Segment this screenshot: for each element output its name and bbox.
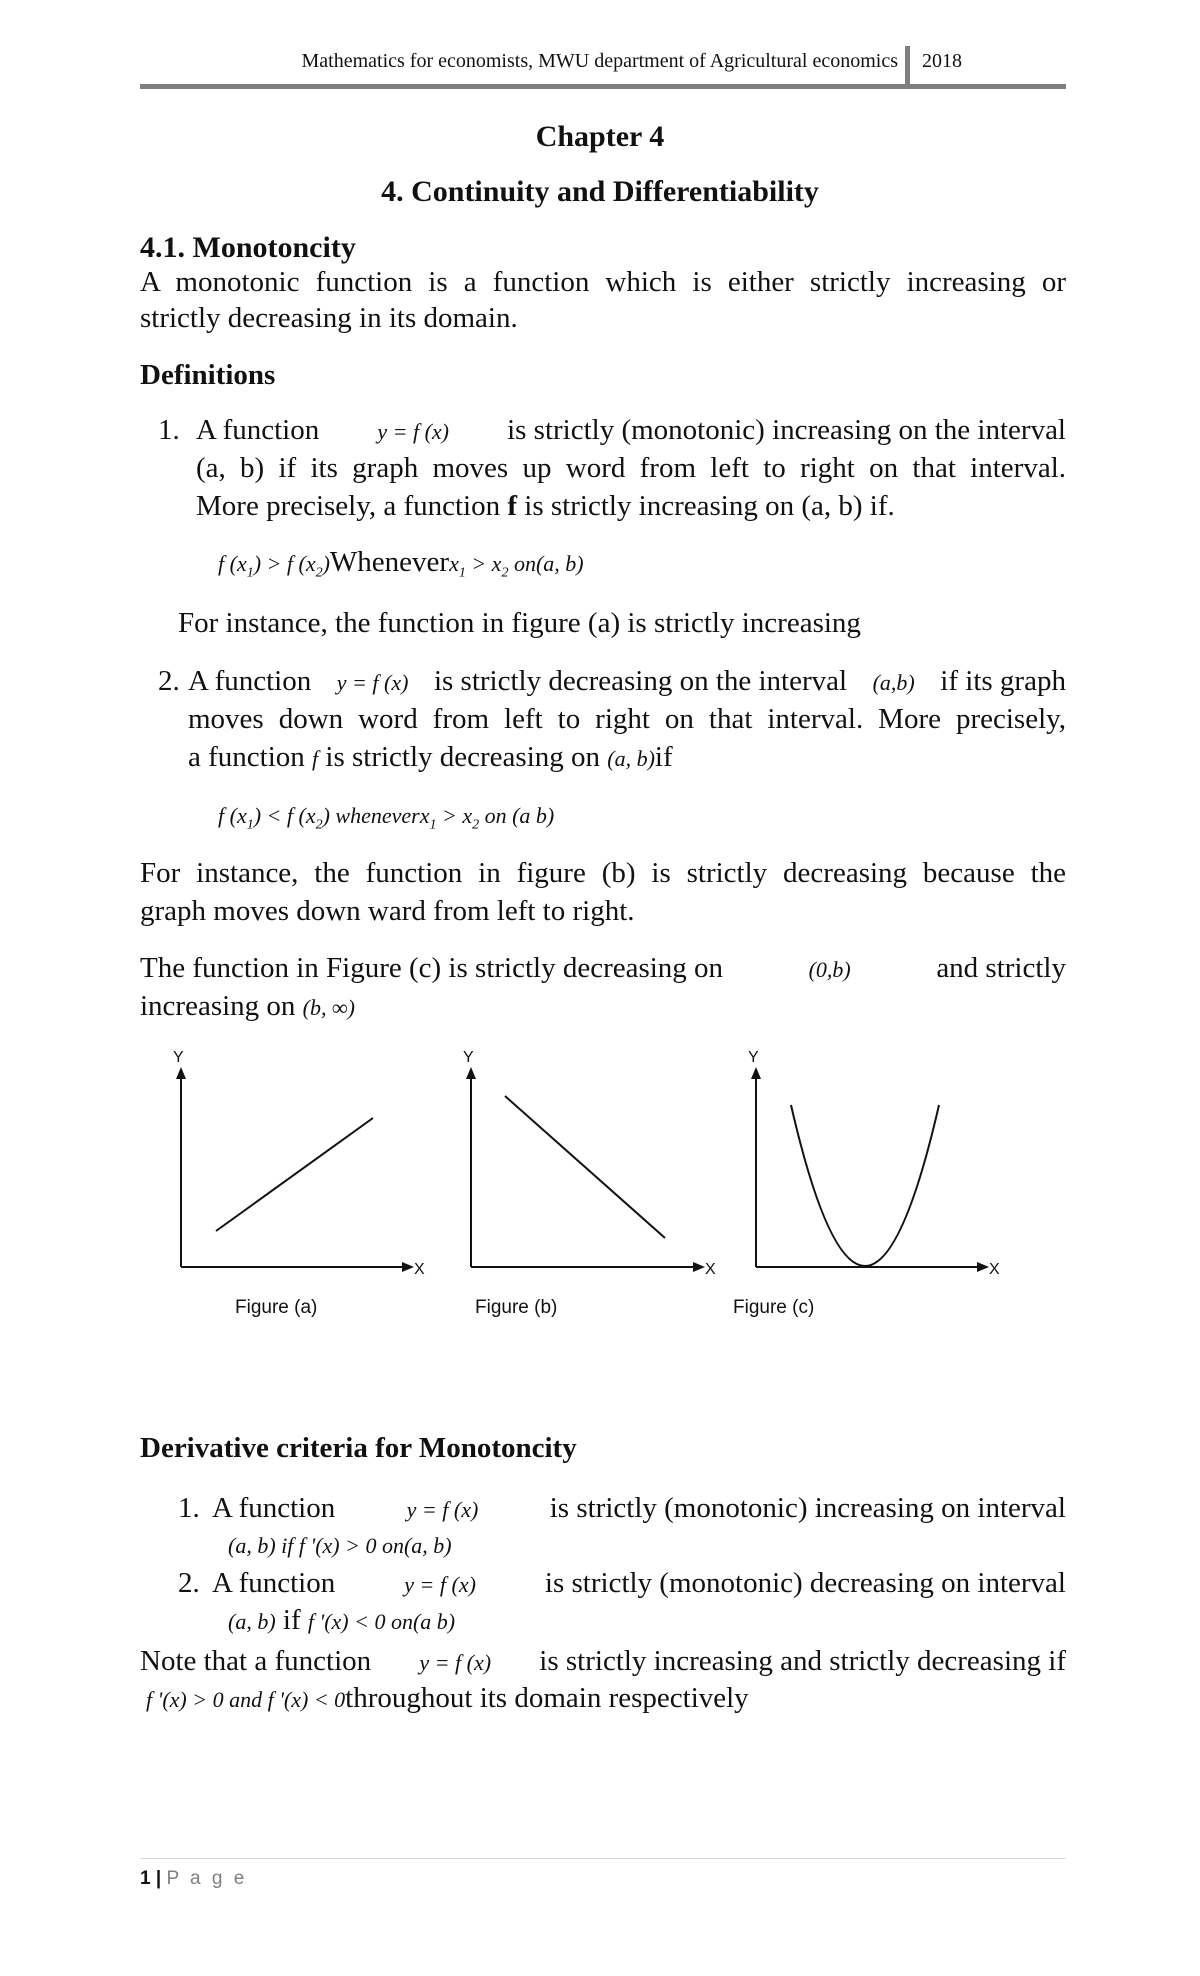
crit2-number: 2. xyxy=(178,1567,200,1599)
header-title: Mathematics for economists, MWU department of Agricultural economics xyxy=(301,50,898,72)
figure-a-graph xyxy=(170,1045,430,1278)
def1-formula-word: Whenever xyxy=(329,546,450,578)
definitions-heading: Definitions xyxy=(140,359,276,391)
figure-c-y-label: Y xyxy=(748,1049,759,1066)
footer-rule xyxy=(140,1858,1066,1859)
chapter-label: Chapter 4 xyxy=(535,120,665,153)
def1-line-2: (a, b) if its graph moves up word from left to right on that interval. xyxy=(196,452,1066,484)
crit1-number: 1. xyxy=(178,1492,200,1524)
page-number: 1 xyxy=(140,1868,151,1889)
figure-c-graph xyxy=(745,1045,1005,1278)
figure-c-parabola xyxy=(791,1105,939,1266)
figure-a-x-label: X xyxy=(414,1261,425,1278)
crit2-line-1: A function y = f (x) is strictly (monotonic) decreasing on interval xyxy=(212,1567,1066,1599)
footer-separator: | xyxy=(150,1868,167,1889)
def2-line-1: A function y = f (x) is strictly decreasing on the interval (a,b) if its graph xyxy=(188,663,1066,701)
page-header xyxy=(140,46,1066,82)
figc-line-2: increasing on (b, ∞) xyxy=(140,990,356,1022)
figure-b-graph xyxy=(460,1045,720,1278)
def2-math: y = f (x) xyxy=(336,670,409,695)
def2-line-3: a function f is strictly decreasing on (a, b)if xyxy=(188,741,673,773)
header-year: 2018 xyxy=(922,50,962,72)
crit2-line-2: (a, b) if f '(x) < 0 on(a b) xyxy=(228,1604,456,1636)
def1-bold-f: f xyxy=(507,490,518,522)
figure-b-decreasing-line xyxy=(505,1096,665,1238)
header-separator xyxy=(905,46,910,84)
figure-b-x-label: X xyxy=(705,1261,716,1278)
def1-line-3: More precisely, a function f is strictly increasing on (a, b) if. xyxy=(196,490,895,522)
note-line-1: Note that a function y = f (x) is strictly increasing and strictly decreasing if xyxy=(140,1645,1066,1677)
crit1-line-1: A function y = f (x) is strictly (monotonic) increasing on interval xyxy=(212,1492,1066,1524)
section-heading: 4.1. Monotoncity xyxy=(140,231,356,264)
figure-a-y-label: Y xyxy=(173,1049,184,1066)
def1-number: 1. xyxy=(158,414,180,446)
note-line-2: f '(x) > 0 and f '(x) < 0throughout its domain respectively xyxy=(146,1682,749,1714)
crit1-line-2: (a, b) if f '(x) > 0 on(a, b) xyxy=(228,1533,452,1558)
header-rule xyxy=(140,84,1066,89)
figure-c-y-arrow xyxy=(751,1067,761,1079)
figure-c-x-label: X xyxy=(989,1261,1000,1278)
instance-a: For instance, the function in figure (a) is strictly increasing xyxy=(178,607,861,639)
figure-a xyxy=(170,1045,430,1290)
figure-a-increasing-line xyxy=(216,1118,373,1231)
figure-b-caption: Figure (b) xyxy=(475,1297,558,1318)
intro-line-2: strictly decreasing in its domain. xyxy=(140,302,518,334)
figc-line-1: The function in Figure (c) is strictly decreasing on (0,b) and strictly xyxy=(140,952,1066,984)
intro-line-1: A monotonic function is a function which is either strictly increasing or xyxy=(140,266,1066,298)
def1-math: y = f (x) xyxy=(377,419,449,444)
figure-b xyxy=(460,1045,720,1290)
def2-number: 2. xyxy=(158,665,180,697)
instance-b-line-1: For instance, the function in figure (b) is strictly decreasing because the xyxy=(140,857,1066,889)
footer-page-label: P a g e xyxy=(166,1868,248,1889)
def1-line-1 xyxy=(196,412,1066,450)
figure-a-caption: Figure (a) xyxy=(235,1297,318,1318)
figure-b-y-label: Y xyxy=(463,1049,474,1066)
def2-interval: (a,b) xyxy=(872,670,915,695)
instance-b-line-2: graph moves down ward from left to right. xyxy=(140,895,635,927)
def1-formula: f $(x_1) > f$ $(x_2)Wheneverx_1 > x_2$ on(a, b) xyxy=(218,546,584,581)
def1-text-a: A function xyxy=(196,414,320,446)
figure-b-y-arrow xyxy=(466,1067,476,1079)
derivative-heading: Derivative criteria for Monotoncity xyxy=(140,1432,577,1464)
figure-a-x-arrow xyxy=(402,1262,414,1272)
figure-c-x-arrow xyxy=(977,1262,989,1272)
figure-c-caption: Figure (c) xyxy=(733,1297,815,1318)
figure-a-y-arrow xyxy=(176,1067,186,1079)
chapter-title: 4. Continuity and Differentiability xyxy=(381,175,819,208)
def1-text-b: is strictly (monotonic) increasing on the interval xyxy=(507,414,1066,446)
def2-formula: f $(x_1) < f$ $(x_2)$ wheneverx$_1$ > $x_2$ on (a b) xyxy=(218,803,555,833)
page-footer xyxy=(140,1868,247,1890)
def2-line-2: moves down word from left to right on that interval. More precisely, xyxy=(188,703,1066,735)
figure-c xyxy=(745,1045,1005,1290)
figure-b-x-arrow xyxy=(693,1262,705,1272)
